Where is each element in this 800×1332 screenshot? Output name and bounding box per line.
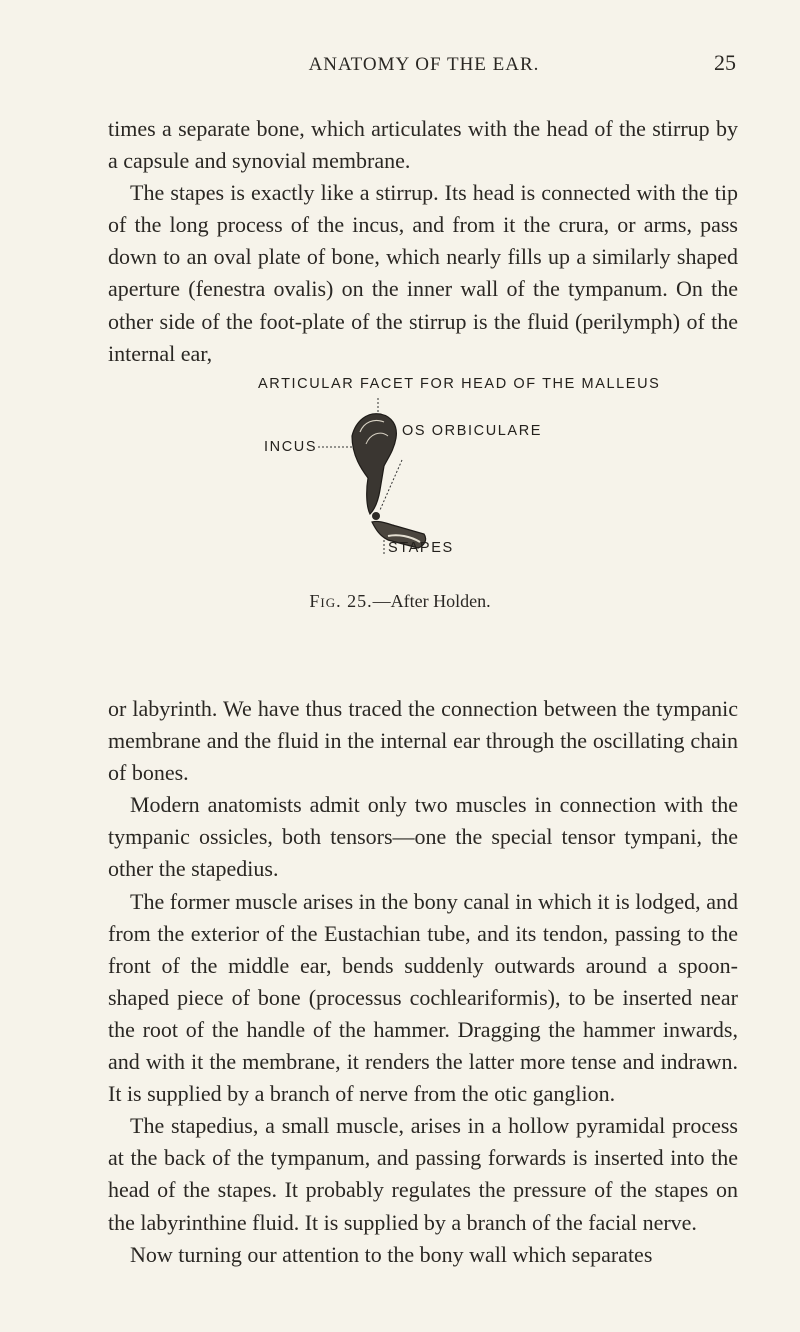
body-text-top — [108, 113, 738, 370]
page-number: 25 — [714, 50, 736, 75]
paragraph: Modern anatomists admit only two muscles in connection with the tympanic ossicles, both tensors—one the special tensor tympani, the other the stapedius. — [108, 792, 738, 882]
running-title: ANATOMY OF THE EAR. — [308, 54, 540, 75]
label-incus: INCUS — [264, 439, 318, 455]
body-text-bottom — [108, 693, 738, 1271]
paragraph: The stapes is exactly like a stirrup. Its head is connected with the tip of the long process of the incus, and from it the crura, or arms, pass down to an oval plate of bone, which nearly fills up a similarly shaped aperture (fenestra ovalis) on the inner wall of the tympanum. On the other side of the foot-plate of the stirrup is the fluid (perilymph) of the internal ear, — [108, 180, 738, 366]
caption-credit: —After Holden. — [372, 591, 491, 611]
paragraph: Now turning our attention to the bony wall which separates — [130, 1241, 653, 1267]
figure-ossicles — [0, 340, 800, 630]
label-stapes: STAPES — [388, 540, 454, 556]
label-articular-facet: ARTICULAR FACET FOR HEAD OF THE MALLEUS — [258, 376, 661, 392]
label-os-orbiculare: OS ORBICULARE — [402, 423, 543, 439]
os-orbiculare — [372, 512, 380, 520]
page-header — [108, 52, 740, 82]
caption-figure-number: Fig. 25. — [309, 591, 373, 611]
paragraph: times a separate bone, which articulates with the head of the stirrup by a capsule and synovial membrane. — [108, 116, 738, 174]
figure-caption — [0, 591, 800, 612]
paragraph: or labyrinth. We have thus traced the connection between the tympanic membrane and the fluid in the internal ear through the oscillating chain of bones. — [108, 696, 738, 786]
paragraph: The stapedius, a small muscle, arises in a hollow pyramidal process at the back of the tympanum, and passing forwards is inserted into the head of the stapes. It probably regulates the pressure of the stapes on the labyrinthine fluid. It is supplied by a branch of the facial nerve. — [108, 1113, 738, 1235]
incus-bone — [352, 414, 396, 514]
paragraph: The former muscle arises in the bony canal in which it is lodged, and from the exterior of the Eustachian tube, and its tendon, passing to the front of the middle ear, bends suddenly outwards around a spoon-shaped piece of bone (processus cochleariformis), to be inserted near the root of the handle of the hammer. Dragging the hammer inwards, and with it the membrane, it renders the latter more tense and indrawn. It is supplied by a branch of nerve from the otic ganglion. — [108, 888, 738, 1107]
